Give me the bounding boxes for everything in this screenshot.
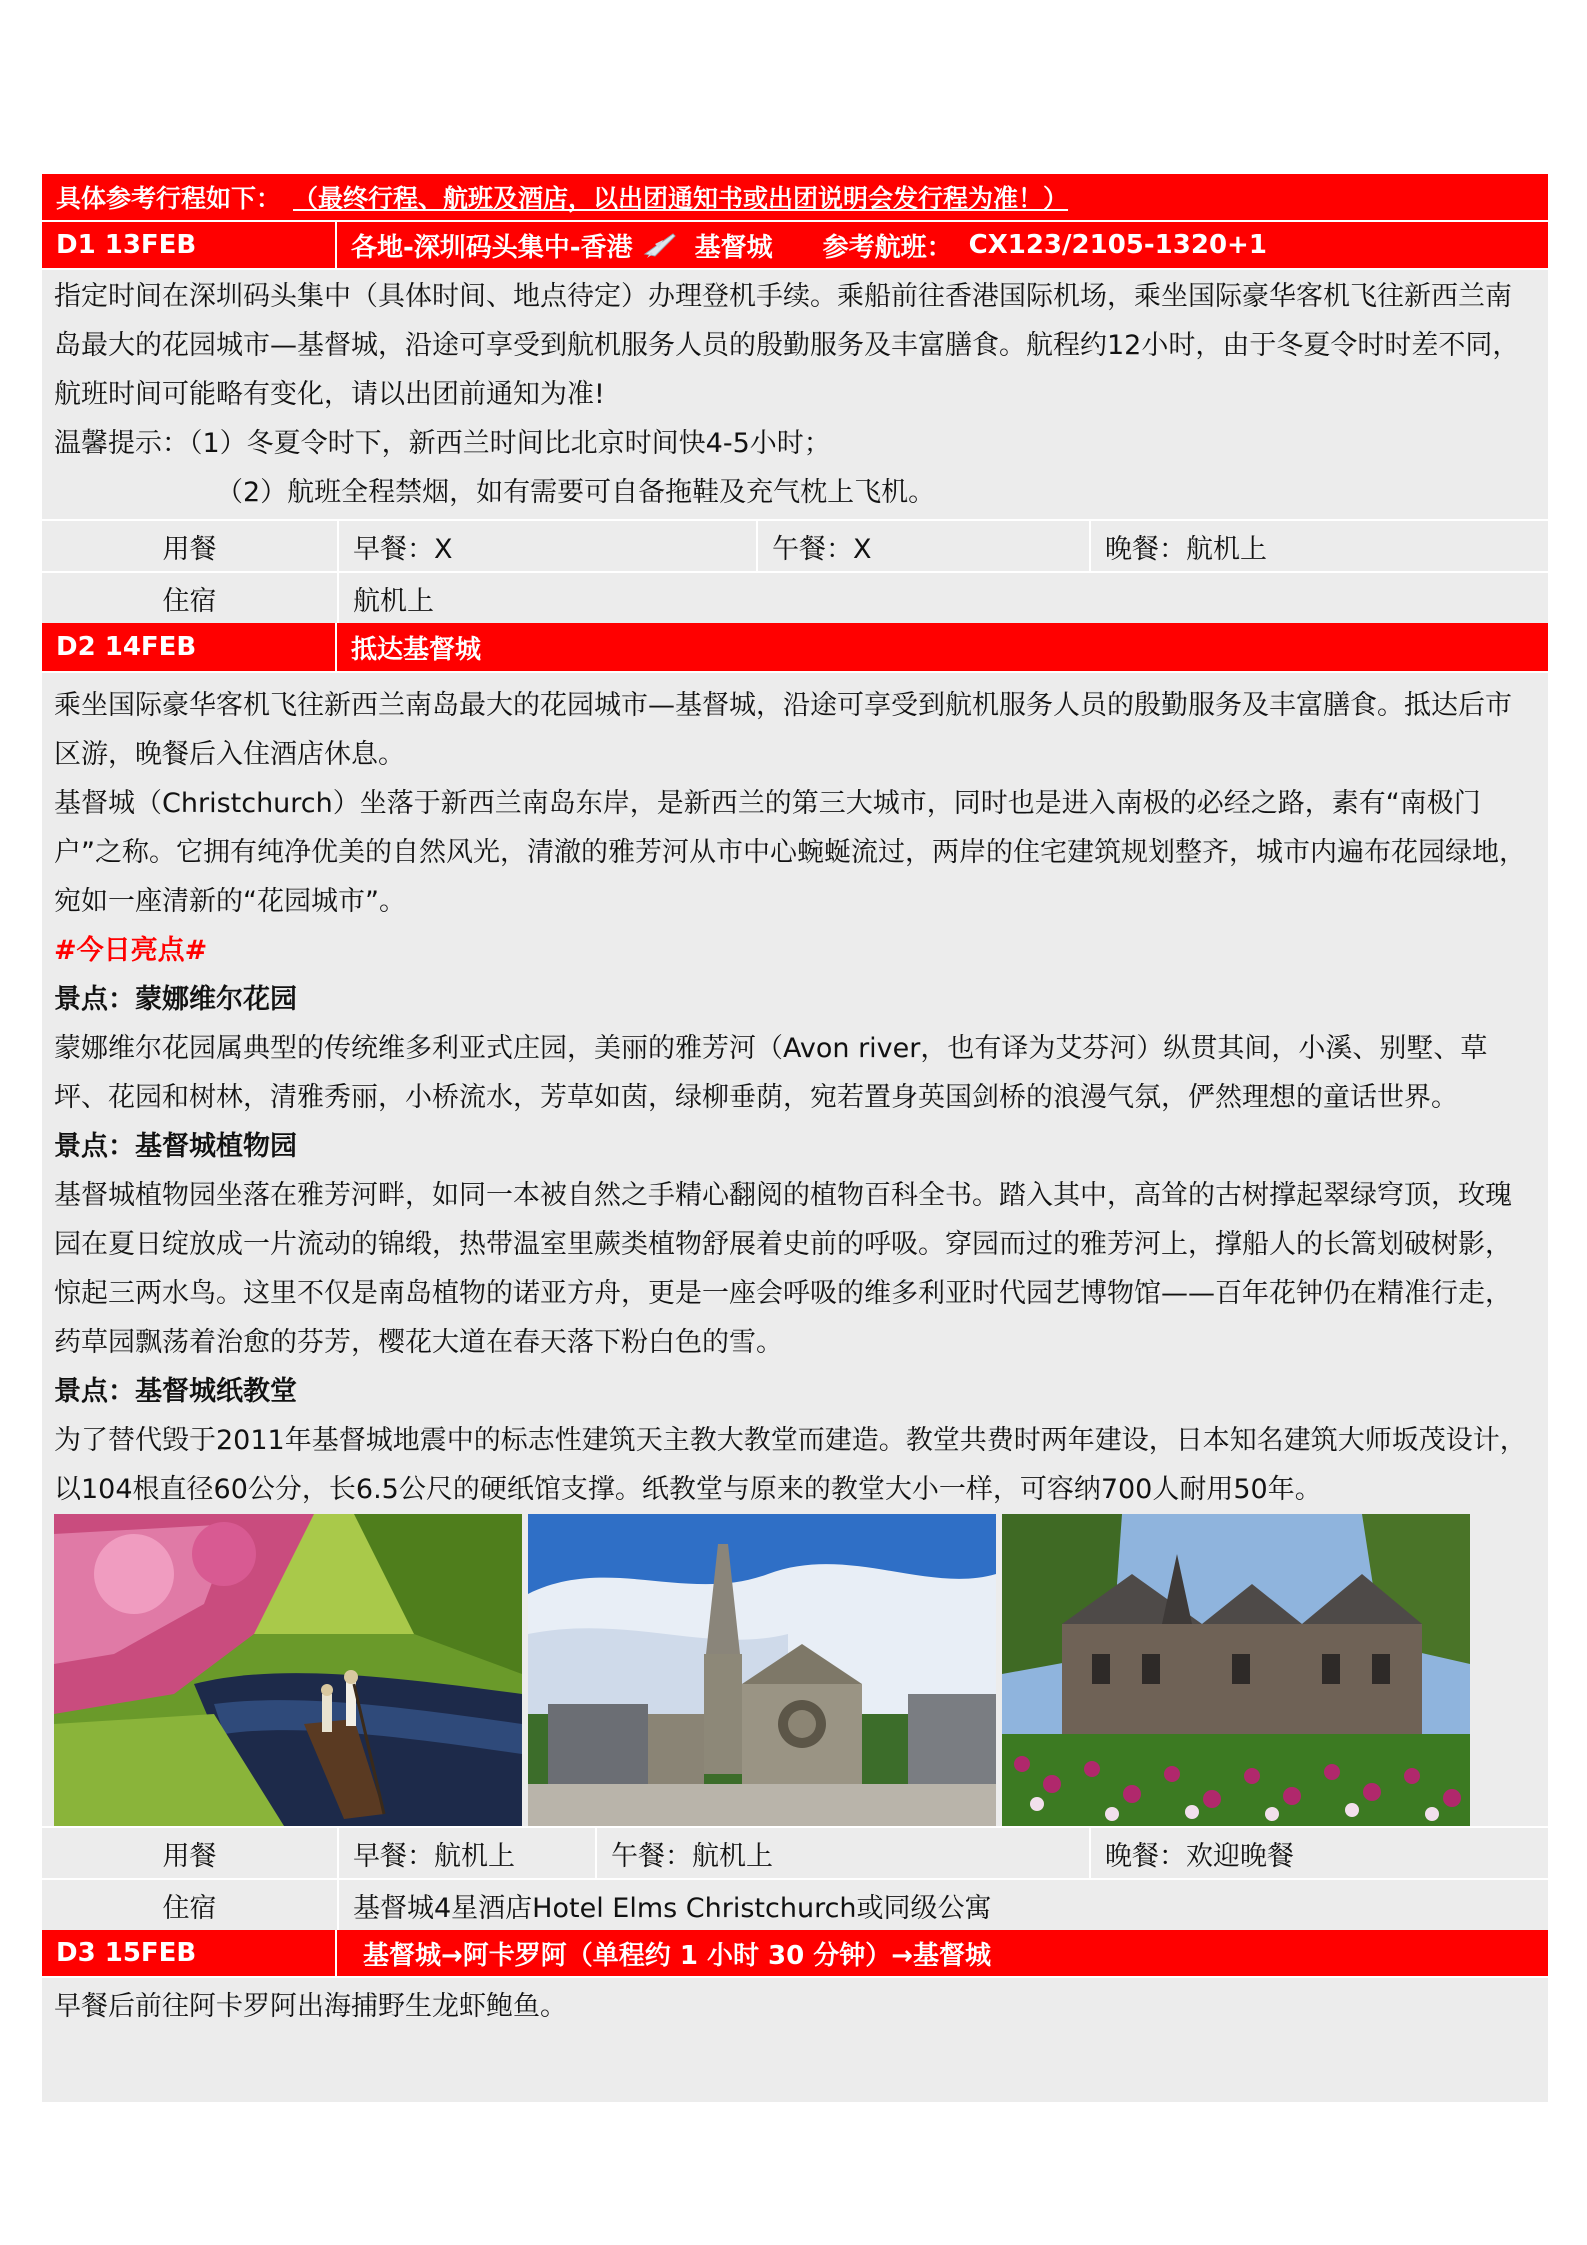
day2-dinner: 晚餐：欢迎晚餐 (1105, 1840, 1294, 1872)
day3-date: D3 15FEB (42, 1930, 337, 1976)
day3-paragraph: 早餐后前往阿卡罗阿出海捕野生龙虾鲍鱼。 (54, 1991, 567, 2022)
day1-description (42, 270, 1548, 519)
day2-header (42, 623, 1548, 673)
sight-1-text: 蒙娜维尔花园属典型的传统维多利亚式庄园，美丽的雅芳河（Avon river，也有译为艾芬河）纵贯其间，小溪、别墅、草坪、花园和树林，清雅秀丽，小桥流水，芳草如茵，绿柳垂荫，宛若置身英国剑桥的浪漫气氛，俨然理想的童话世界。 (54, 1033, 1488, 1113)
day1-tip-2: （2）航班全程禁烟，如有需要可自备拖鞋及充气枕上飞机。 (216, 477, 936, 508)
day1-route (337, 227, 1267, 264)
day2-stay-row (42, 1878, 1548, 1930)
day2-lunch: 午餐：航机上 (597, 1828, 1091, 1878)
airplane-icon (643, 230, 677, 260)
day2-paragraph-2: 基督城（Christchurch）坐落于新西兰南岛东岸，是新西兰的第三大城市，同时也是进入南极的必经之路，素有“南极门户”之称。它拥有纯净优美的自然风光，清澈的雅芳河从市中心蜿蜒流过，两岸的住宅建筑规划整齐，城市内遍布花园绿地，宛如一座清新的“花园城市”。 (54, 788, 1526, 917)
day1-lunch: 午餐：X (758, 521, 1091, 571)
day2-breakfast: 早餐：航机上 (339, 1828, 597, 1878)
day3-header (42, 1930, 1548, 1978)
day1-stay-label: 住宿 (42, 573, 339, 623)
day2-paragraph-1: 乘坐国际豪华客机飞往新西兰南岛最大的花园城市—基督城，沿途可享受到航机服务人员的殷勤服务及丰富膳食。抵达后市区游，晚餐后入住酒店休息。 (54, 690, 1512, 770)
day2-stay-label: 住宿 (42, 1880, 339, 1930)
day2-photo-strip (42, 1514, 1548, 1826)
day1-flight-number: CX123/2105-1320+1 (968, 230, 1267, 260)
sight-1-title: 景点：蒙娜维尔花园 (54, 984, 297, 1015)
day1-date: D1 13FEB (42, 222, 337, 268)
sight-3-title: 景点：基督城纸教堂 (54, 1376, 297, 1407)
cathedral-photo (528, 1514, 996, 1826)
day2-meals-row (42, 1826, 1548, 1878)
day3-description (42, 1978, 1548, 2102)
day1-dinner: 晚餐：航机上 (1105, 533, 1267, 565)
itinerary-intro-bar (42, 174, 1548, 222)
day2-meals-label: 用餐 (42, 1828, 339, 1878)
sight-3-text: 为了替代毁于2011年基督城地震中的标志性建筑天主教大教堂而建造。教堂共费时两年建设，日本知名建筑大师坂茂设计，以104根直径60公分，长6.5公尺的硬纸馆支撑。纸教堂与原来的教堂大小一样，可容纳700人耐用50年。 (54, 1425, 1527, 1505)
itinerary-page (42, 174, 1548, 2102)
day2-stay: 基督城4星酒店Hotel Elms Christchurch或同级公寓 (353, 1892, 992, 1924)
avon-river-punting-photo (54, 1514, 522, 1826)
arts-centre-photo (1002, 1514, 1470, 1826)
day1-stay-row (42, 571, 1548, 623)
day1-header (42, 222, 1548, 270)
intro-note: （最终行程、航班及酒店，以出团通知书或出团说明会发行程为准！） (293, 184, 1069, 213)
intro-label: 具体参考行程如下： (56, 184, 282, 213)
day2-highlight-heading: #今日亮点# (54, 935, 208, 966)
day2-description (42, 673, 1548, 1514)
day2-route: 抵达基督城 (351, 634, 482, 665)
day1-route-origin: 各地-深圳码头集中-香港 (351, 232, 633, 263)
day3-route: 基督城→阿卡罗阿（单程约 1 小时 30 分钟）→基督城 (363, 1940, 992, 1971)
day1-paragraph: 指定时间在深圳码头集中（具体时间、地点待定）办理登机手续。乘船前往香港国际机场，乘坐国际豪华客机飞往新西兰南岛最大的花园城市—基督城，沿途可享受到航机服务人员的殷勤服务及丰富膳食。航程约12小时，由于冬夏令时时差不同，航班时间可能略有变化，请以出团前通知为准! (54, 281, 1520, 410)
day2-date: D2 14FEB (42, 623, 337, 671)
day1-meals-row (42, 519, 1548, 571)
day1-route-destination: 基督城 (694, 232, 773, 263)
day1-tip-1: 温馨提示：（1）冬夏令时下，新西兰时间比北京时间快4-5小时； (54, 428, 831, 459)
sight-2-title: 景点：基督城植物园 (54, 1131, 297, 1162)
sight-2-text: 基督城植物园坐落在雅芳河畔，如同一本被自然之手精心翻阅的植物百科全书。踏入其中，高耸的古树撑起翠绿穹顶，玫瑰园在夏日绽放成一片流动的锦缎，热带温室里蕨类植物舒展着史前的呼吸。穿园而过的雅芳河上，撑船人的长篙划破树影，惊起三两水鸟。这里不仅是南岛植物的诺亚方舟，更是一座会呼吸的维多利亚时代园艺博物馆——百年花钟仍在精准行走，药草园飘荡着治愈的芬芳，樱花大道在春天落下粉白色的雪。 (54, 1180, 1512, 1358)
day1-flight-label: 参考航班： (822, 232, 953, 263)
day1-meals-label: 用餐 (42, 521, 339, 571)
day1-stay: 航机上 (353, 585, 434, 617)
day1-breakfast: 早餐：X (339, 521, 758, 571)
